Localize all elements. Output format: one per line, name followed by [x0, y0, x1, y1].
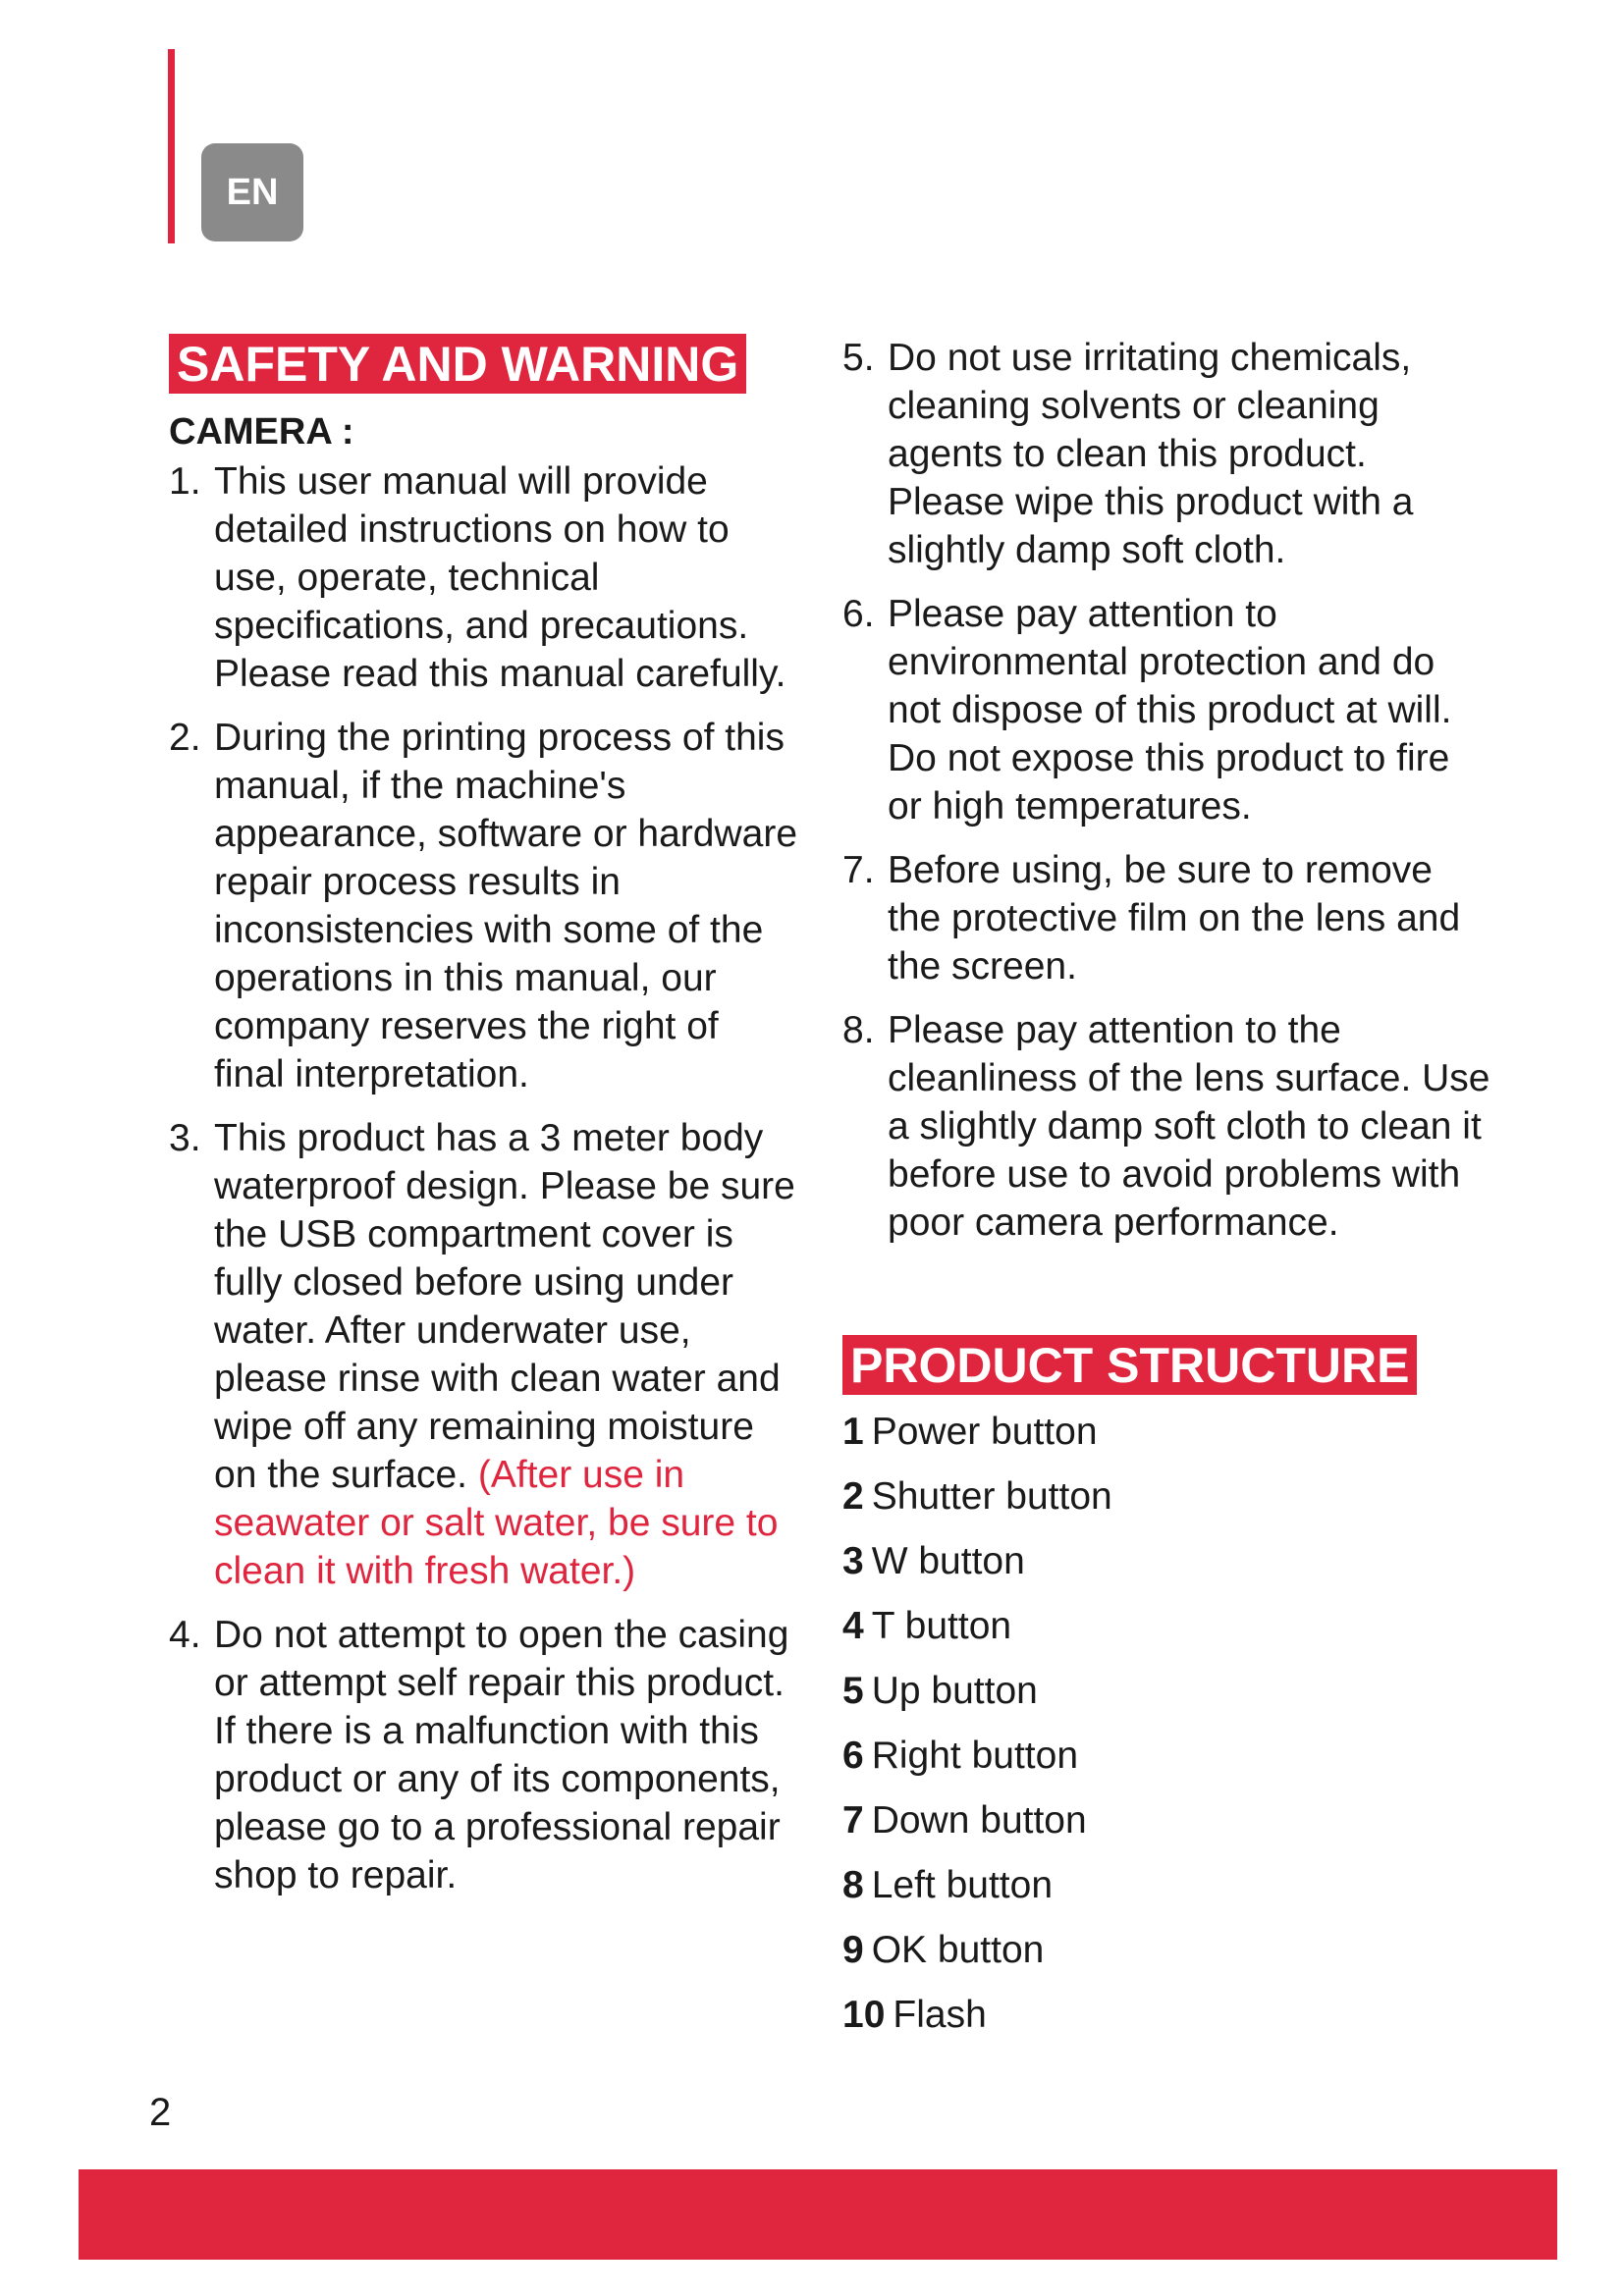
- language-badge: EN: [201, 143, 303, 241]
- camera-subheading: CAMERA :: [169, 411, 354, 453]
- item-number: 10: [842, 1994, 886, 2036]
- list-item: [842, 1536, 1490, 1587]
- item-label: Power button: [871, 1411, 1098, 1453]
- item-number: 8.: [842, 1009, 875, 1051]
- item-number: 3: [842, 1540, 864, 1582]
- footer-accent-bar: [79, 2169, 1557, 2260]
- item-number: 1: [842, 1411, 864, 1453]
- safety-list-right: [842, 334, 1490, 1247]
- item-text: Please pay attention to environmental protection and do not dispose of this product at will. Do not expose this product to fire or high temperatures.: [888, 593, 1452, 828]
- list-item: [169, 714, 797, 1098]
- list-item: [842, 1601, 1490, 1652]
- left-column: [169, 334, 797, 1915]
- item-label: Shutter button: [871, 1475, 1112, 1518]
- item-text: This user manual will provide detailed instructions on how to use, operate, technical specifications, and precautions. Please read this manual carefully.: [214, 460, 786, 695]
- list-item: [169, 1114, 797, 1595]
- item-number: 6.: [842, 593, 875, 635]
- item-label: Right button: [871, 1735, 1079, 1777]
- list-item: [842, 1666, 1490, 1717]
- item-number: 7: [842, 1799, 864, 1842]
- item-number: 6: [842, 1735, 864, 1777]
- list-item: [169, 1611, 797, 1899]
- item-text: This product has a 3 meter body waterproof design. Please be sure the USB compartment cover is fully closed before using under water. After underwater use, please rinse with clean water and wipe off any remaining moisture on the surface.: [214, 1117, 795, 1496]
- item-text: Do not use irritating chemicals, cleaning solvents or cleaning agents to clean this product. Please wipe this product with a slightly damp soft cloth.: [888, 337, 1414, 571]
- item-text: During the printing process of this manual, if the machine's appearance, software or hardware repair process results in inconsistencies with some of the operations in this manual, our company reserves the right of final interpretation.: [214, 717, 798, 1095]
- item-number: 8: [842, 1864, 864, 1906]
- structure-section: [842, 1335, 1490, 2041]
- structure-heading: PRODUCT STRUCTURE: [842, 1335, 1417, 1395]
- item-text: Before using, be sure to remove the protective film on the lens and the screen.: [888, 849, 1461, 988]
- list-item: [842, 1795, 1490, 1846]
- item-label: W button: [871, 1540, 1025, 1582]
- item-label: Left button: [871, 1864, 1054, 1906]
- item-label: Up button: [871, 1670, 1038, 1712]
- safety-list-left: [169, 457, 797, 1899]
- safety-heading: SAFETY AND WARNING: [169, 334, 746, 394]
- list-item: [842, 1860, 1490, 1911]
- list-item: [842, 1731, 1490, 1782]
- item-number: 4.: [169, 1614, 201, 1656]
- item-label: Down button: [871, 1799, 1087, 1842]
- right-column: [842, 334, 1490, 2055]
- page-edge-accent-bar: [168, 49, 175, 243]
- structure-list: [842, 1407, 1490, 2041]
- item-number: 2.: [169, 717, 201, 759]
- list-item: [842, 334, 1490, 574]
- saltwater-warning: (After use in seawater or salt water, be sure to clean it with fresh water.): [214, 1454, 779, 1592]
- list-item: [842, 1407, 1490, 1458]
- item-number: 4: [842, 1605, 864, 1647]
- list-item: [842, 1990, 1490, 2041]
- item-number: 2: [842, 1475, 864, 1518]
- item-number: 5: [842, 1670, 864, 1712]
- item-number: 5.: [842, 337, 875, 379]
- list-item: [842, 846, 1490, 990]
- item-label: OK button: [871, 1929, 1045, 1971]
- item-label: Flash: [893, 1994, 987, 2036]
- list-item: [842, 1006, 1490, 1247]
- list-item: [842, 590, 1490, 830]
- item-number: 9: [842, 1929, 864, 1971]
- list-item: [842, 1925, 1490, 1976]
- list-item: [842, 1471, 1490, 1522]
- page-number: 2: [149, 2091, 172, 2134]
- item-text: Please pay attention to the cleanliness of the lens surface. Use a slightly damp soft cloth to clean it before use to avoid problems with poor camera performance.: [888, 1009, 1490, 1244]
- item-number: 3.: [169, 1117, 201, 1159]
- item-label: T button: [871, 1605, 1012, 1647]
- item-number: 7.: [842, 849, 875, 891]
- list-item: [169, 457, 797, 698]
- item-number: 1.: [169, 460, 201, 503]
- item-text: Do not attempt to open the casing or attempt self repair this product. If there is a malfunction with this product or any of its components, please go to a professional repair shop to repair.: [214, 1614, 789, 1896]
